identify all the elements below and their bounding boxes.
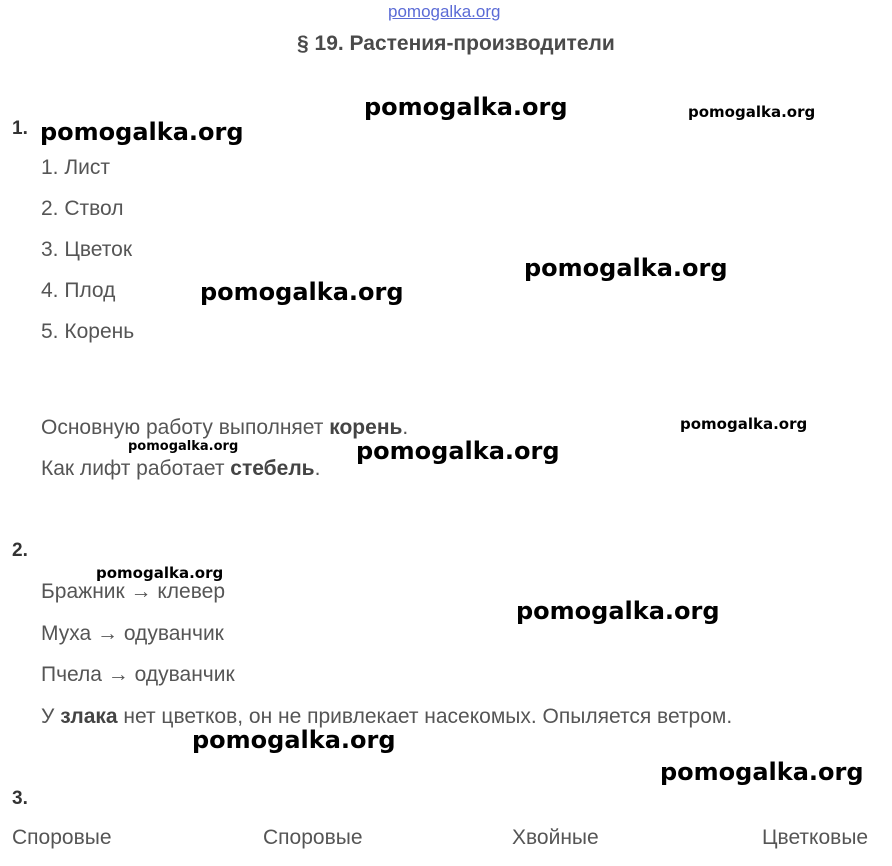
watermark: pomogalka.org (128, 439, 239, 454)
part-item: 3. Цветок (41, 238, 133, 261)
watermark: pomogalka.org (680, 415, 808, 433)
watermark: pomogalka.org (524, 254, 728, 282)
task-3-number: 3. (12, 788, 28, 809)
watermark: pomogalka.org (516, 597, 720, 625)
category-label: Споровые (12, 826, 112, 849)
pollinator-pair: Бражник → клевер (41, 580, 226, 603)
watermark: pomogalka.org (660, 758, 864, 786)
category-label: Цветковые (762, 826, 869, 849)
category-label: Споровые (263, 826, 363, 849)
grass-note: У злака нет цветков, он не привлекает насекомых. Опыляется ветром. (41, 705, 733, 728)
task-1-number: 1. (12, 118, 28, 139)
watermark: pomogalka.org (96, 564, 224, 582)
watermark: pomogalka.org (200, 278, 404, 306)
pollinator-pair: Муха → одуванчик (41, 622, 224, 645)
category-label: Хвойные (512, 826, 599, 849)
part-item: 2. Ствол (41, 197, 124, 220)
header-link[interactable]: pomogalka.org (388, 2, 501, 21)
sentence-stem: Как лифт работает стебель. (41, 457, 321, 480)
part-item: 4. Плод (41, 279, 116, 302)
watermark: pomogalka.org (356, 437, 560, 465)
part-item: 5. Корень (41, 320, 135, 343)
watermark: pomogalka.org (364, 93, 568, 121)
watermark: pomogalka.org (40, 118, 244, 146)
watermark: pomogalka.org (688, 103, 816, 121)
task-2-number: 2. (12, 540, 28, 561)
watermark: pomogalka.org (192, 726, 396, 754)
page-title: § 19. Растения-производители (297, 32, 615, 55)
part-item: 1. Лист (41, 156, 110, 179)
sentence-root: Основную работу выполняет корень. (41, 416, 409, 439)
pollinator-pair: Пчела → одуванчик (41, 663, 235, 686)
